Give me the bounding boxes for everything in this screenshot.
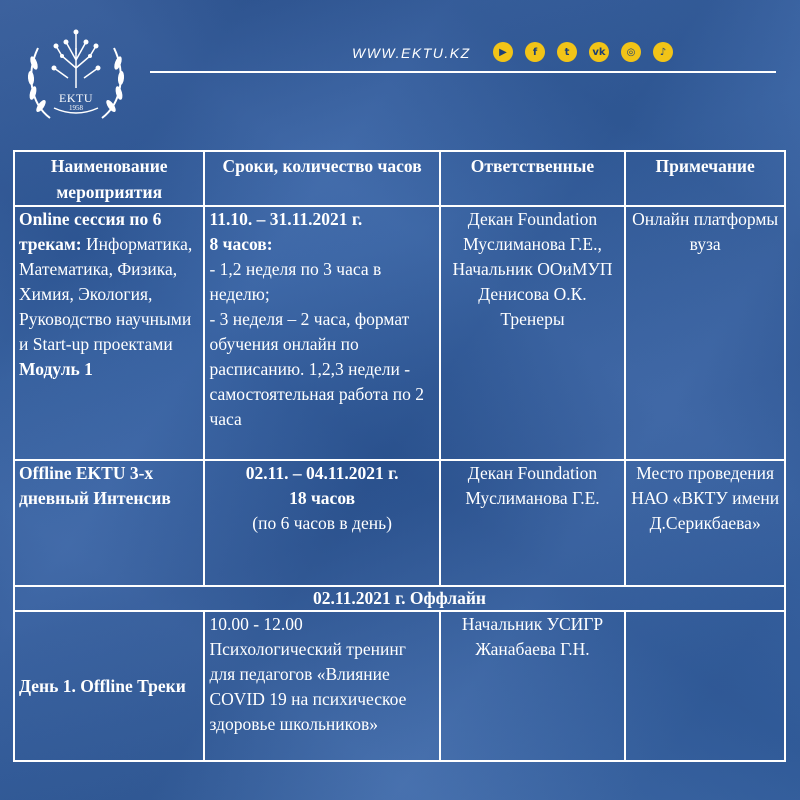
day-header-row [14,586,785,611]
note-cell: Онлайн платформы вуза [625,206,785,460]
event-hours: 18 часов [289,488,356,508]
responsible-cell: Декан Foundation Муслиманова Г.Е. [440,460,626,586]
header-note: Примечание [625,151,785,206]
responsible-cell: Декан Foundation Муслиманова Г.Е., Начальник ООиМУП Денисова О.К. Тренеры [440,206,626,460]
logo-name: EKTU [59,91,93,105]
day-header: 02.11.2021 г. Оффлайн [14,586,785,611]
event-name-cell [14,206,204,460]
event-hours-detail: (по 6 часов в день) [252,513,392,533]
schedule-table [13,150,786,762]
youtube-icon[interactable]: ▶ [493,42,513,62]
note-cell: Место проведения НАО «ВКТУ имени Д.Серикбаева» [625,460,785,586]
event-module: Модуль 1 [19,359,93,379]
dates-cell [204,206,439,460]
event-hours: 8 часов: [209,234,273,254]
ektu-logo[interactable] [20,18,132,130]
social-links [493,42,673,62]
dates-cell [204,460,439,586]
event-tracks: Информатика, Математика, Физика, Химия, Экология, Руководство научными и Start-up проектами [19,234,193,354]
vk-icon[interactable]: vk [589,42,609,62]
header-dates-hours: Сроки, количество часов [204,151,439,206]
table-row [14,460,785,586]
event-title: Online сессия по 6 трекам: [19,209,162,254]
responsible-cell: Начальник УСИГР Жанабаева Г.Н. [440,611,626,761]
twitter-icon[interactable]: t [557,42,577,62]
event-dates: 02.11. – 04.11.2021 г. [245,463,399,483]
event-time: 10.00 - 12.00 [209,614,303,634]
event-name-cell: День 1. Offline Треки [14,611,204,761]
event-dates: 11.10. – 31.11.2021 г. [209,209,363,229]
header-event-name: Наименование мероприятия [14,151,204,206]
table-row [14,611,785,761]
facebook-icon[interactable]: f [525,42,545,62]
event-schedule-detail: - 1,2 неделя по 3 часа в неделю; - 3 неделя – 2 часа, формат обучения онлайн по расписанию. 1,2,3 недели - самостоятельная работа по 2 часа [209,259,424,429]
table-row [14,206,785,460]
header-divider [150,71,776,73]
event-name-cell: Offline EKTU 3-х дневный Интенсив [14,460,204,586]
header-responsible: Ответственные [440,151,626,206]
laurel-tree-emblem-icon [20,18,132,130]
instagram-icon[interactable]: ◎ [621,42,641,62]
tiktok-icon[interactable]: ♪ [653,42,673,62]
logo-year: 1958 [69,104,83,112]
table-header-row [14,151,785,206]
event-description: Психологический тренинг для педагогов «Влияние COVID 19 на психическое здоровье школьников» [209,639,407,734]
dates-cell [204,611,439,761]
note-cell [625,611,785,761]
website-link[interactable]: WWW.EKTU.KZ [352,45,471,61]
